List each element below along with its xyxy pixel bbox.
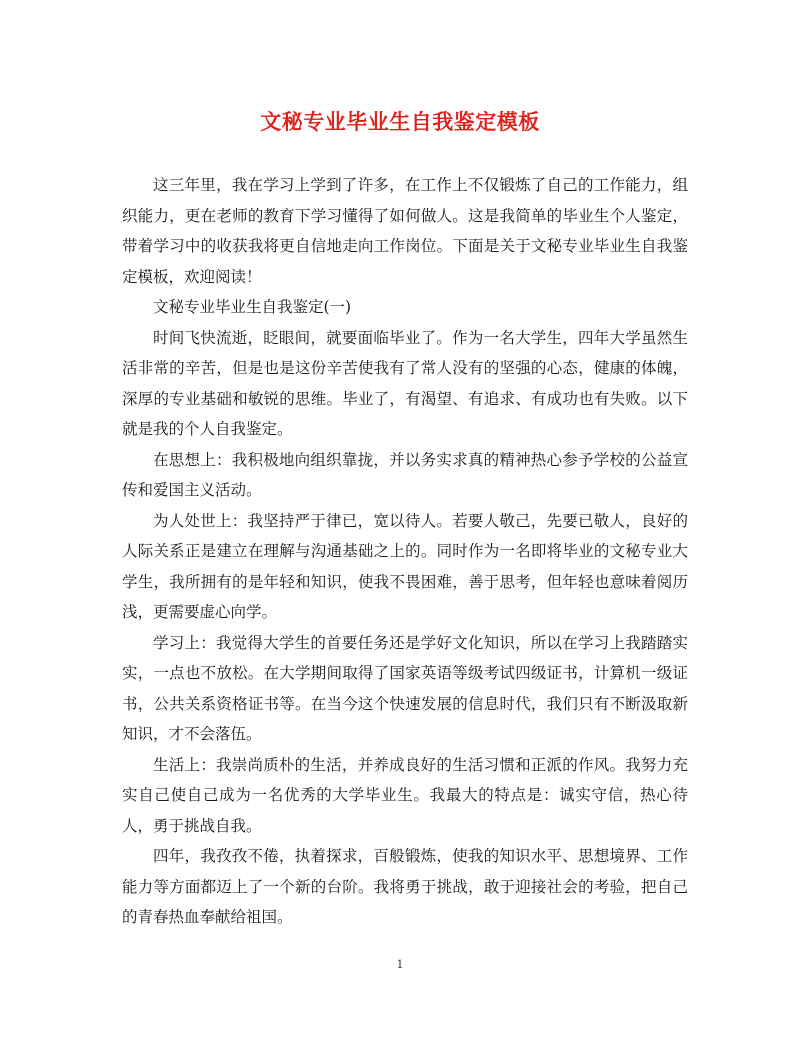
document-body [122, 170, 688, 933]
section-heading: 文秘专业毕业生自我鉴定(一) [153, 298, 352, 316]
document-title: 文秘专业毕业生自我鉴定模板 [260, 109, 540, 134]
body-paragraph: 学习上：我觉得大学生的首要任务还是学好文化知识，所以在学习上我踏踏实实，一点也不放松。在大学期间取得了国家英语等级考试四级证书，计算机一级证书，公共关系资格证书等。在当今这个快速发展的信息时代，我们只有不断汲取新知识，才不会落伍。 [122, 633, 688, 743]
page-number: 1 [396, 958, 404, 971]
body-paragraph: 生活上：我崇尚质朴的生活，并养成良好的生活习惯和正派的作风。我努力充实自己使自己成为一名优秀的大学毕业生。我最大的特点是：诚实守信，热心待人，勇于挑战自我。 [122, 755, 688, 835]
intro-paragraph: 这三年里，我在学习上学到了许多，在工作上不仅锻炼了自己的工作能力，组织能力，更在老师的教育下学习懂得了如何做人。这是我简单的毕业生个人鉴定，带着学习中的收获我将更自信地走向工作岗位。下面是关于文秘专业毕业生自我鉴定模板，欢迎阅读！ [122, 176, 688, 286]
body-paragraph: 为人处世上：我坚持严于律已，宽以待人。若要人敬己，先要已敬人，良好的人际关系正是建立在理解与沟通基础之上的。同时作为一名即将毕业的文秘专业大学生，我所拥有的是年轻和知识，使我不畏困难，善于思考，但年轻也意味着阅历浅，更需要虚心向学。 [122, 511, 688, 621]
body-paragraph: 时间飞快流逝，眨眼间，就要面临毕业了。作为一名大学生，四年大学虽然生活非常的辛苦，但是也是这份辛苦使我有了常人没有的坚强的心态，健康的体魄，深厚的专业基础和敏锐的思维。毕业了，有渴望、有追求、有成功也有失败。以下就是我的个人自我鉴定。 [122, 328, 688, 438]
body-paragraph: 四年，我孜孜不倦，执着探求，百般锻炼，使我的知识水平、思想境界、工作能力等方面都迈上了一个新的台阶。我将勇于挑战，敢于迎接社会的考验，把自己的青春热血奉献给祖国。 [122, 847, 688, 926]
body-paragraph: 在思想上：我积极地向组织靠拢，并以务实求真的精神热心参予学校的公益宣传和爱国主义活动。 [122, 450, 688, 499]
